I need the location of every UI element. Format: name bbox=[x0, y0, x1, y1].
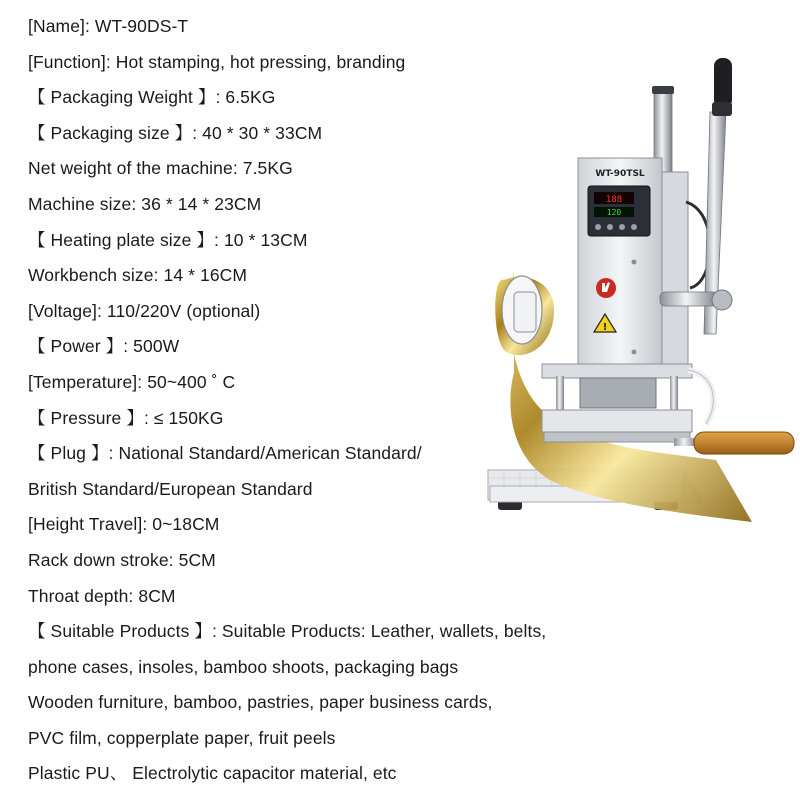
spec-line-suitable-products-3: Wooden furniture, bamboo, pastries, paper business cards, bbox=[28, 692, 493, 713]
product-image bbox=[484, 52, 800, 538]
spec-line-throat-depth: Throat depth: 8CM bbox=[28, 585, 176, 606]
spec-line-power: 【 Power 】: 500W bbox=[28, 336, 180, 357]
wooden-handle bbox=[674, 432, 794, 454]
svg-text:!: ! bbox=[602, 322, 608, 333]
spec-line-packaging-size: 【 Packaging size 】: 40 * 30 * 33CM bbox=[28, 122, 323, 143]
spec-line-plug-continued: British Standard/European Standard bbox=[28, 478, 313, 499]
spec-line-suitable-products: 【 Suitable Products 】: Suitable Products: Leather, wallets, belts, bbox=[28, 621, 547, 642]
spec-line-heating-plate-size: 【 Heating plate size 】: 10 * 13CM bbox=[28, 229, 308, 250]
spec-line-rack-down-stroke: Rack down stroke: 5CM bbox=[28, 549, 216, 570]
spec-line-temperature: [Temperature]: 50~400 ˚ C bbox=[28, 371, 236, 392]
spec-line-suitable-products-2: phone cases, insoles, bamboo shoots, packaging bags bbox=[28, 656, 459, 677]
spec-line-machine-size: Machine size: 36 * 14 * 23CM bbox=[28, 193, 262, 214]
spec-line-net-weight: Net weight of the machine: 7.5KG bbox=[28, 158, 293, 179]
spec-line-pressure: 【 Pressure 】: ≤ 150KG bbox=[28, 407, 224, 428]
spec-line-packaging-weight: 【 Packaging Weight 】: 6.5KG bbox=[28, 87, 276, 108]
spec-line-plug: 【 Plug 】: National Standard/American Standard/ bbox=[28, 443, 422, 464]
spec-line-voltage: [Voltage]: 110/220V (optional) bbox=[28, 300, 261, 321]
machine-body bbox=[578, 158, 688, 364]
svg-text:120: 120 bbox=[606, 208, 622, 217]
hot-stamping-machine-illustration bbox=[484, 52, 800, 538]
spec-line-height-travel: [Height Travel]: 0~18CM bbox=[28, 514, 220, 535]
spec-line-suitable-products-4: PVC film, copperplate paper, fruit peels bbox=[28, 727, 336, 748]
model-label: WT-90TSL bbox=[595, 169, 645, 179]
pressing-head bbox=[542, 364, 713, 442]
spec-line-workbench-size: Workbench size: 14 * 16CM bbox=[28, 265, 248, 286]
spec-line-name: [Name]: WT-90DS-T bbox=[28, 16, 189, 36]
spec-line-function: [Function]: Hot stamping, hot pressing, branding bbox=[28, 51, 406, 72]
spec-line-suitable-products-5: Plastic PU、 Electrolytic capacitor material, etc bbox=[28, 763, 397, 784]
svg-text:188: 188 bbox=[605, 195, 623, 205]
